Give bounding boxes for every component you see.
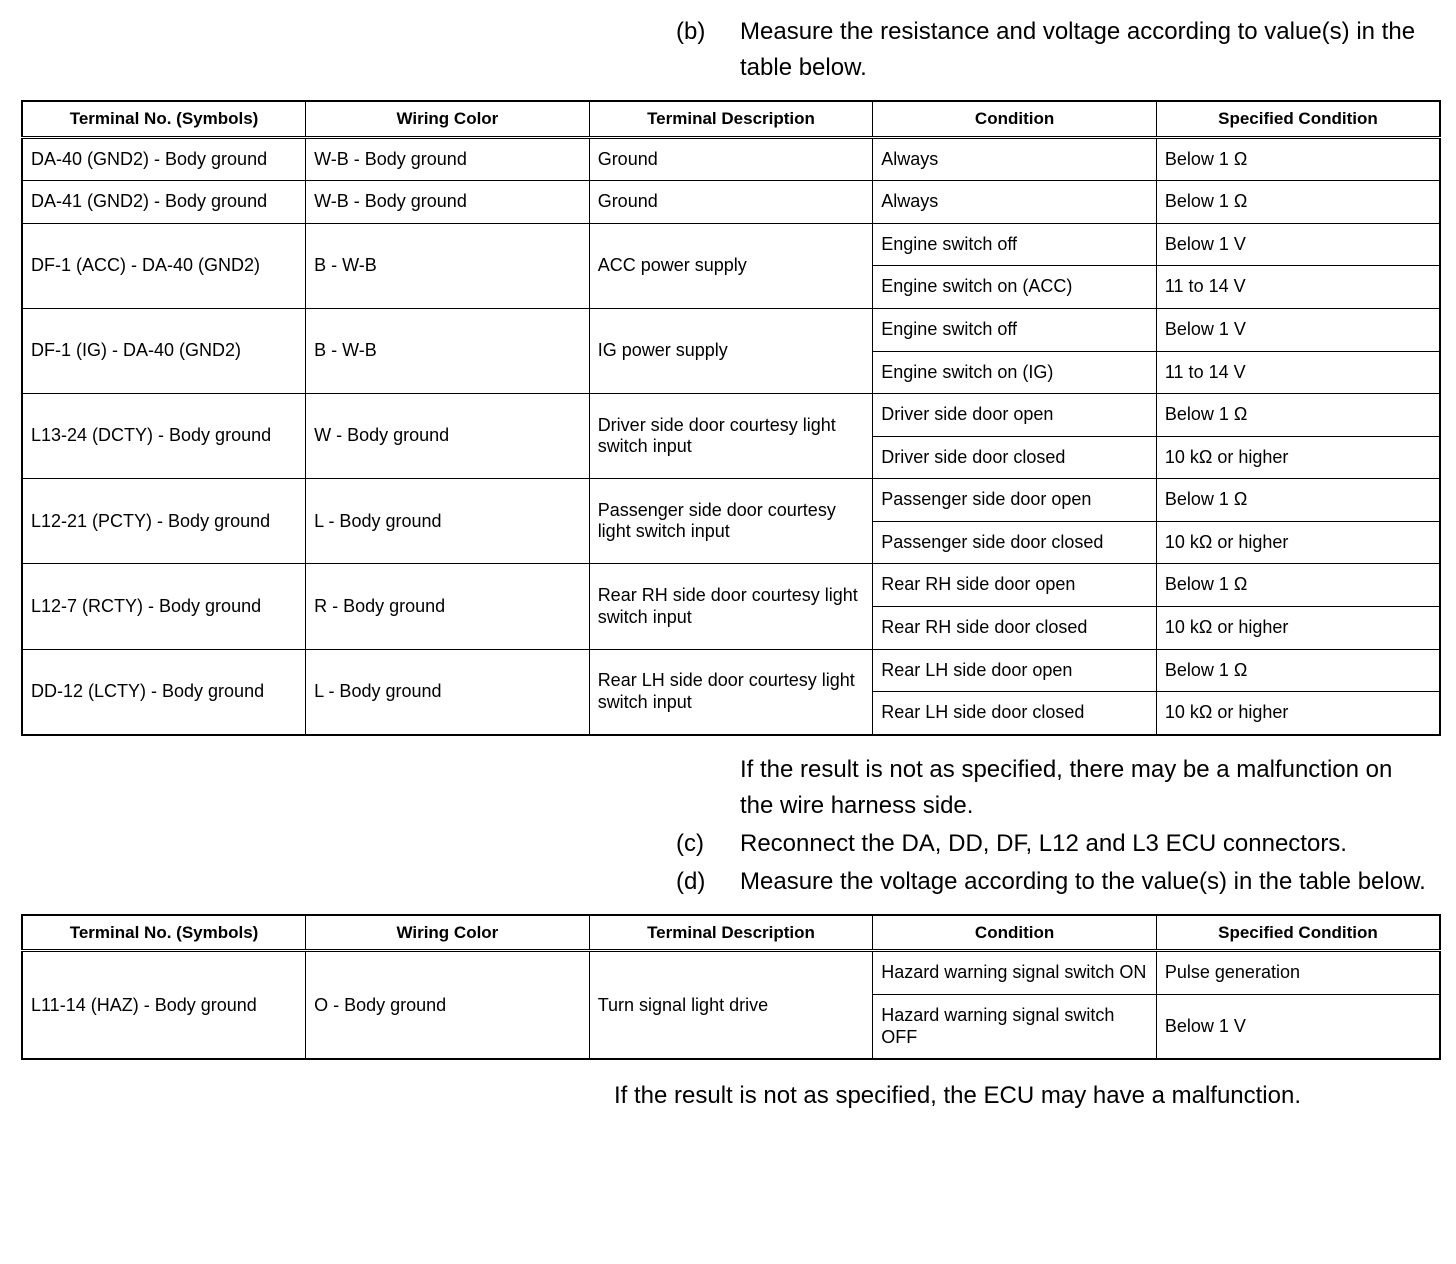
table2-body — [22, 951, 1440, 1059]
table1-terminal-cell: DF-1 (ACC) - DA-40 (GND2) — [22, 223, 306, 308]
table1-specified-condition-cell: Below 1 V — [1156, 223, 1440, 266]
table1-row — [22, 394, 1440, 437]
table1-wiring-color-cell: L - Body ground — [306, 649, 590, 735]
table1-condition-cell: Always — [873, 137, 1157, 181]
table2-row — [22, 951, 1440, 995]
table1-terminal-cell: L13-24 (DCTY) - Body ground — [22, 394, 306, 479]
resistance-voltage-table — [21, 100, 1441, 736]
table2-terminal-cell: L11-14 (HAZ) - Body ground — [22, 951, 306, 1059]
voltage-table — [21, 914, 1441, 1060]
table1-condition-cell: Passenger side door open — [873, 479, 1157, 522]
table1-wiring-color-cell: R - Body ground — [306, 564, 590, 649]
table1-row — [22, 564, 1440, 607]
table1-terminal-description-cell: Ground — [589, 137, 873, 181]
table1-header-4: Specified Condition — [1156, 101, 1440, 137]
table1-terminal-cell: L12-7 (RCTY) - Body ground — [22, 564, 306, 649]
table1-terminal-cell: DA-40 (GND2) - Body ground — [22, 137, 306, 181]
table1-condition-cell: Engine switch on (ACC) — [873, 266, 1157, 309]
table1-specified-condition-cell: 10 kΩ or higher — [1156, 521, 1440, 564]
table1-specified-condition-cell: Below 1 Ω — [1156, 137, 1440, 181]
note-ecu-malfunction: If the result is not as specified, the ECU may have a malfunction. — [614, 1082, 1301, 1110]
table2-header-0: Terminal No. (Symbols) — [22, 915, 306, 951]
step-c-text: Reconnect the DA, DD, DF, L12 and L3 ECU connectors. — [740, 829, 1347, 857]
table1-condition-cell: Rear RH side door closed — [873, 607, 1157, 650]
table1-terminal-description-cell: ACC power supply — [589, 223, 873, 308]
table1-wiring-color-cell: W-B - Body ground — [306, 181, 590, 224]
step-d-label: (d) — [676, 867, 706, 895]
table1-specified-condition-cell: 11 to 14 V — [1156, 351, 1440, 394]
table1-row — [22, 649, 1440, 692]
table1-terminal-cell: L12-21 (PCTY) - Body ground — [22, 479, 306, 564]
table1-specified-condition-cell: 10 kΩ or higher — [1156, 436, 1440, 479]
table1-wiring-color-cell: W - Body ground — [306, 394, 590, 479]
table1-row — [22, 223, 1440, 266]
table1-specified-condition-cell: 10 kΩ or higher — [1156, 607, 1440, 650]
table2-terminal-description-cell: Turn signal light drive — [589, 951, 873, 1059]
table1-condition-cell: Passenger side door closed — [873, 521, 1157, 564]
table1-header-0: Terminal No. (Symbols) — [22, 101, 306, 137]
note-wire-harness: If the result is not as specified, there may be a malfunction on the wire harness side. — [740, 755, 1393, 819]
table1-specified-condition-cell: Below 1 Ω — [1156, 564, 1440, 607]
step-c — [676, 826, 1456, 862]
table1-condition-cell: Engine switch on (IG) — [873, 351, 1157, 394]
table1-terminal-description-cell: Driver side door courtesy light switch input — [589, 394, 873, 479]
table2-specified-condition-cell: Below 1 V — [1156, 995, 1440, 1060]
table1-body — [22, 137, 1440, 735]
table2-wiring-color-cell: O - Body ground — [306, 951, 590, 1059]
step-d-text: Measure the voltage according to the value(s) in the table below. — [740, 867, 1426, 895]
table1-terminal-cell: DA-41 (GND2) - Body ground — [22, 181, 306, 224]
table1-specified-condition-cell: Below 1 Ω — [1156, 649, 1440, 692]
step-b-label: (b) — [676, 18, 706, 45]
table1-terminal-cell: DD-12 (LCTY) - Body ground — [22, 649, 306, 735]
table1-wiring-color-cell: W-B - Body ground — [306, 137, 590, 181]
table2-header-1: Wiring Color — [306, 915, 590, 951]
table1-condition-cell: Rear LH side door closed — [873, 692, 1157, 735]
table1-header-2: Terminal Description — [589, 101, 873, 137]
table2-condition-cell: Hazard warning signal switch ON — [873, 951, 1157, 995]
table1-row — [22, 308, 1440, 351]
table1-terminal-cell: DF-1 (IG) - DA-40 (GND2) — [22, 308, 306, 393]
table1-row — [22, 181, 1440, 224]
table1-condition-cell: Driver side door open — [873, 394, 1157, 437]
table1-header-row — [22, 101, 1440, 137]
table1-specified-condition-cell: Below 1 Ω — [1156, 394, 1440, 437]
table1-terminal-description-cell: Rear RH side door courtesy light switch input — [589, 564, 873, 649]
table1-row — [22, 137, 1440, 181]
table2-header-4: Specified Condition — [1156, 915, 1440, 951]
table1-condition-cell: Engine switch off — [873, 308, 1157, 351]
table1-condition-cell: Driver side door closed — [873, 436, 1157, 479]
table1-specified-condition-cell: Below 1 Ω — [1156, 181, 1440, 224]
table1-condition-cell: Rear RH side door open — [873, 564, 1157, 607]
table1-header-3: Condition — [873, 101, 1157, 137]
table2-header-row — [22, 915, 1440, 951]
table1-specified-condition-cell: 10 kΩ or higher — [1156, 692, 1440, 735]
step-c-label: (c) — [676, 829, 704, 857]
table2-header-3: Condition — [873, 915, 1157, 951]
table1-specified-condition-cell: Below 1 Ω — [1156, 479, 1440, 522]
step-d — [676, 864, 1456, 900]
table2-specified-condition-cell: Pulse generation — [1156, 951, 1440, 995]
table1-condition-cell: Engine switch off — [873, 223, 1157, 266]
table1-specified-condition-cell: Below 1 V — [1156, 308, 1440, 351]
table1-terminal-description-cell: Ground — [589, 181, 873, 224]
step-b-text: Measure the resistance and voltage according to value(s) in the table below. — [740, 18, 1416, 81]
table1-terminal-description-cell: Rear LH side door courtesy light switch input — [589, 649, 873, 735]
table1-terminal-description-cell: IG power supply — [589, 308, 873, 393]
table1-wiring-color-cell: L - Body ground — [306, 479, 590, 564]
step-b — [676, 14, 1456, 86]
table1-condition-cell: Always — [873, 181, 1157, 224]
table1-specified-condition-cell: 11 to 14 V — [1156, 266, 1440, 309]
table1-row — [22, 479, 1440, 522]
table1-condition-cell: Rear LH side door open — [873, 649, 1157, 692]
table2-condition-cell: Hazard warning signal switch OFF — [873, 995, 1157, 1060]
table1-wiring-color-cell: B - W-B — [306, 223, 590, 308]
table1-header-1: Wiring Color — [306, 101, 590, 137]
table1-wiring-color-cell: B - W-B — [306, 308, 590, 393]
table1-terminal-description-cell: Passenger side door courtesy light switch input — [589, 479, 873, 564]
table2-header-2: Terminal Description — [589, 915, 873, 951]
